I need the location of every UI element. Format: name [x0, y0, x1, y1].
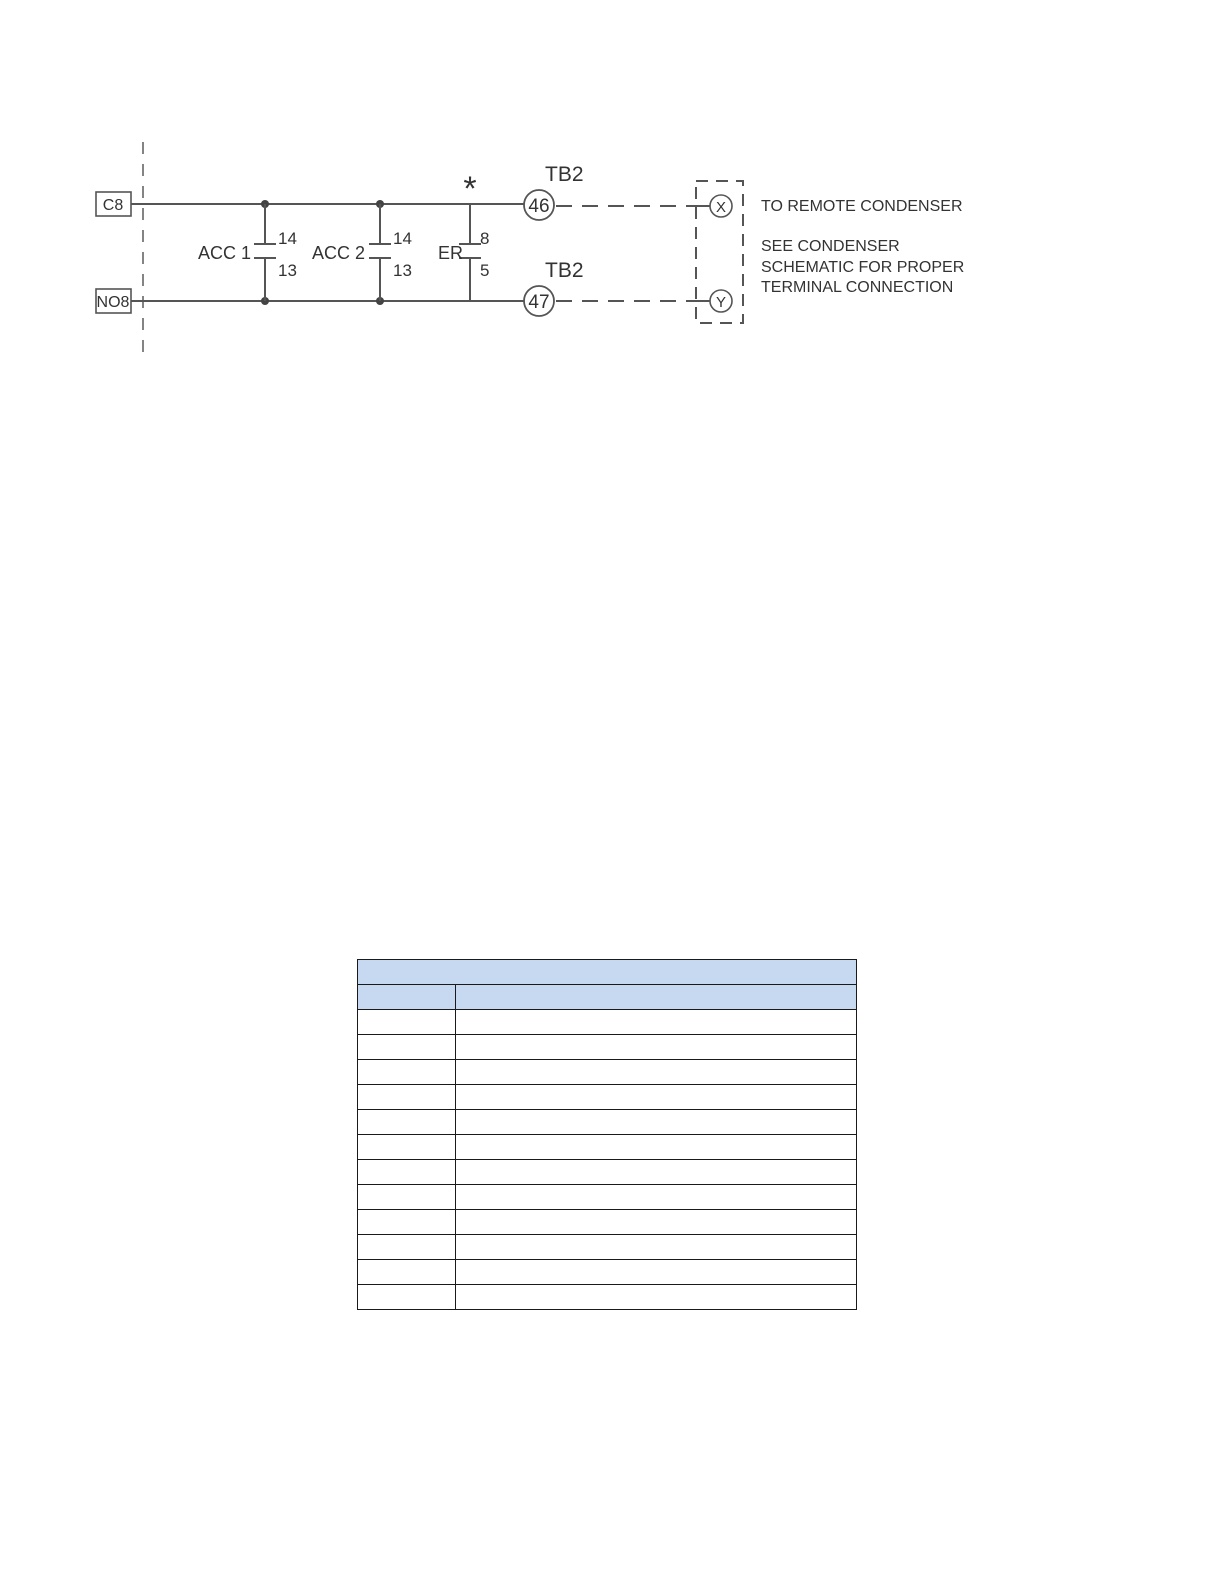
table-cell	[358, 1085, 456, 1110]
table-cell	[358, 1060, 456, 1085]
table-row	[358, 1210, 857, 1235]
table-title-row	[358, 960, 857, 985]
terminal-c8-label: C8	[102, 197, 124, 214]
contact-acc2-top-number: 14	[393, 229, 412, 248]
contact-acc2-bottom-number: 13	[393, 261, 412, 280]
remote-terminal-x	[710, 195, 732, 217]
table-title-cell	[358, 960, 857, 985]
note-remote-condenser: TO REMOTE CONDENSER	[761, 198, 963, 215]
table-cell	[456, 1060, 857, 1085]
table-cell	[456, 1135, 857, 1160]
table-cell	[358, 1260, 456, 1285]
table-cell	[358, 1185, 456, 1210]
table-cell	[358, 1285, 456, 1310]
table-row	[358, 1035, 857, 1060]
remote-terminal-y-label: Y	[715, 294, 727, 311]
contact-acc1	[198, 204, 297, 301]
table-cell	[358, 1160, 456, 1185]
table-row	[358, 1235, 857, 1260]
contact-acc2-label: ACC 2	[312, 243, 366, 263]
table-header-cell	[456, 985, 857, 1010]
wiring-schematic	[0, 0, 1224, 400]
contact-er-label: ER	[438, 243, 464, 263]
contact-acc1-bottom-number: 13	[278, 261, 297, 280]
asterisk-marker: *	[463, 170, 477, 208]
table-row	[358, 1160, 857, 1185]
table-cell	[358, 1235, 456, 1260]
table-row	[358, 1135, 857, 1160]
contact-er-top-number: 8	[480, 229, 490, 248]
table-row	[358, 1010, 857, 1035]
table-row	[358, 1060, 857, 1085]
terminal-no8-label: NO8	[96, 294, 130, 311]
contact-er-bottom-number: 5	[480, 261, 490, 280]
remote-terminal-y	[710, 290, 732, 312]
table-cell	[456, 1110, 857, 1135]
contact-acc2	[312, 204, 412, 301]
contact-er	[438, 170, 489, 301]
table-header-cell	[358, 985, 456, 1010]
note-line-3: SCHEMATIC FOR PROPER	[761, 259, 965, 276]
table-row	[358, 1110, 857, 1135]
tb2-terminal-47-number: 47	[528, 292, 550, 313]
table-cell	[456, 1260, 857, 1285]
contact-acc1-label: ACC 1	[198, 243, 252, 263]
table-row	[358, 1085, 857, 1110]
table-cell	[456, 1285, 857, 1310]
table-row	[358, 1260, 857, 1285]
table-row	[358, 1185, 857, 1210]
terminal-c8	[96, 192, 131, 216]
table-cell	[456, 1010, 857, 1035]
contact-acc1-top-number: 14	[278, 229, 297, 248]
table-cell	[456, 1235, 857, 1260]
table-cell	[358, 1135, 456, 1160]
table-cell	[358, 1035, 456, 1060]
table-row	[358, 1285, 857, 1310]
remote-terminal-x-label: X	[715, 199, 727, 216]
table-cell	[456, 1210, 857, 1235]
table-header-row	[358, 985, 857, 1010]
table-cell	[456, 1035, 857, 1060]
table-cell	[358, 1210, 456, 1235]
table-cell	[358, 1010, 456, 1035]
tb2-terminal-46-board: TB2	[545, 163, 584, 186]
table-cell	[456, 1085, 857, 1110]
data-table	[357, 959, 857, 1310]
table-cell	[358, 1110, 456, 1135]
terminal-no8	[96, 289, 131, 313]
table-cell	[456, 1160, 857, 1185]
tb2-terminal-46	[524, 163, 584, 220]
table-cell	[456, 1185, 857, 1210]
note-line-4: TERMINAL CONNECTION	[761, 279, 954, 296]
tb2-terminal-47	[524, 259, 584, 316]
tb2-terminal-46-number: 46	[528, 196, 550, 217]
note-line-2: SEE CONDENSER	[761, 238, 900, 255]
tb2-terminal-47-board: TB2	[545, 259, 584, 282]
